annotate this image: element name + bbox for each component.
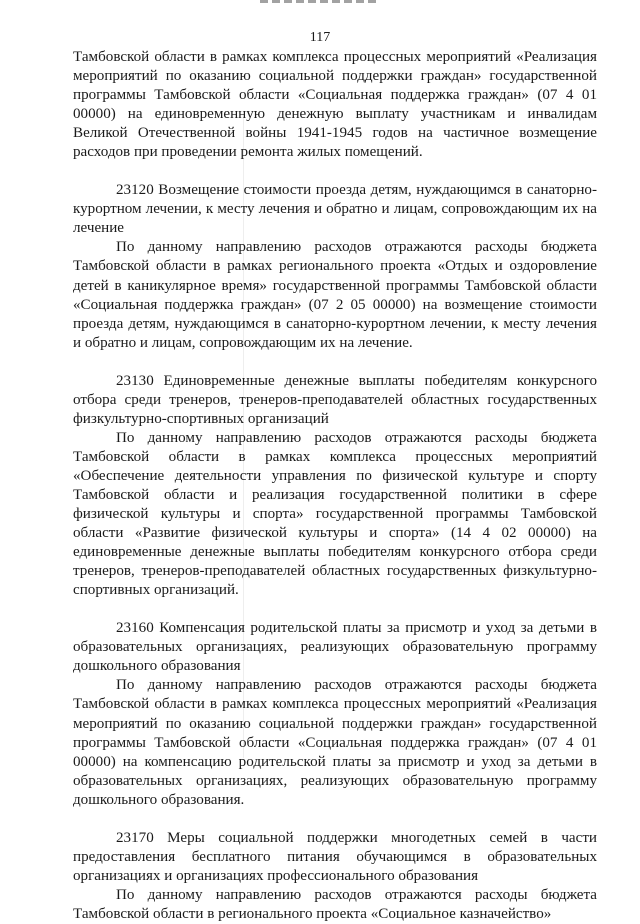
section-heading-23120: 23120 Возмещение стоимости проезда детям, нуждающимся в санаторно-курортном лечении, к месту лечения и обратно и лицам, сопровождающим их на лечение (73, 182, 597, 237)
page-number: 117 (309, 30, 331, 45)
document-body (73, 48, 597, 924)
section-heading-23170: 23170 Меры социальной поддержки многодетных семей в части предоставления бесплатного питания обучающимся в образовательных организациях и организациях профессионального образования (73, 829, 597, 884)
paragraph-23170-body: По данному направлению расходов отражаются расходы бюджета Тамбовской области в регионального проекта «Социальное казначейство» (73, 886, 597, 922)
paragraph-23130-body: По данному направлению расходов отражаются расходы бюджета Тамбовской области в рамках комплекса процессных мероприятий «Обеспечение деятельности управления по физической культуре и спорту Тамбовской области и реализация государственной политики в сфере физической культуры и спорта» государственной программы Тамбовской области «Развитие физической культуры и спорта» (14 4 02 00000) на единовременные денежные выплаты победителям конкурсного отбора среди тренеров, тренеров-преподавателей областных государственных физкультурно-спортивных организаций. (73, 429, 597, 599)
top-scan-mark (260, 0, 380, 3)
paragraph-continuation: Тамбовской области в рамках комплекса процессных мероприятий «Реализация мероприятий по оказанию социальной поддержки граждан» государственной программы Тамбовской области «Социальная поддержка граждан» (07 4 01 00000) на единовременную денежную выплату участникам и инвалидам Великой Отечественной войны 1941-1945 годов на частичное возмещение расходов при проведении ремонта жилых помещений. (73, 49, 597, 161)
section-heading-23160: 23160 Компенсация родительской платы за присмотр и уход за детьми в образовательных организациях, реализующих образовательную программу дошкольного образования (73, 620, 597, 675)
paragraph-23160-body: По данному направлению расходов отражаются расходы бюджета Тамбовской области в рамках комплекса процессных мероприятий «Реализация мероприятий по оказанию социальной поддержки граждан» государственной программы Тамбовской области «Социальная поддержка граждан» (07 4 01 00000) на компенсацию родительской платы за присмотр и уход за детьми в образовательных организациях, реализующих образовательную программу дошкольного образования. (73, 677, 597, 808)
paragraph-23120-body: По данному направлению расходов отражаются расходы бюджета Тамбовской области в рамках регионального проекта «Отдых и оздоровление детей в каникулярное время» государственной программы Тамбовской области «Социальная поддержка граждан» (07 2 05 00000) на возмещение стоимости проезда детям, нуждающимся в санаторно-курортном лечении, к месту лечения и обратно и лицам, сопровождающим их на лечение. (73, 239, 597, 351)
section-heading-23130: 23130 Единовременные денежные выплаты победителям конкурсного отбора среди тренеров, тренеров-преподавателей областных государственных физкультурно-спортивных организаций (73, 372, 597, 427)
